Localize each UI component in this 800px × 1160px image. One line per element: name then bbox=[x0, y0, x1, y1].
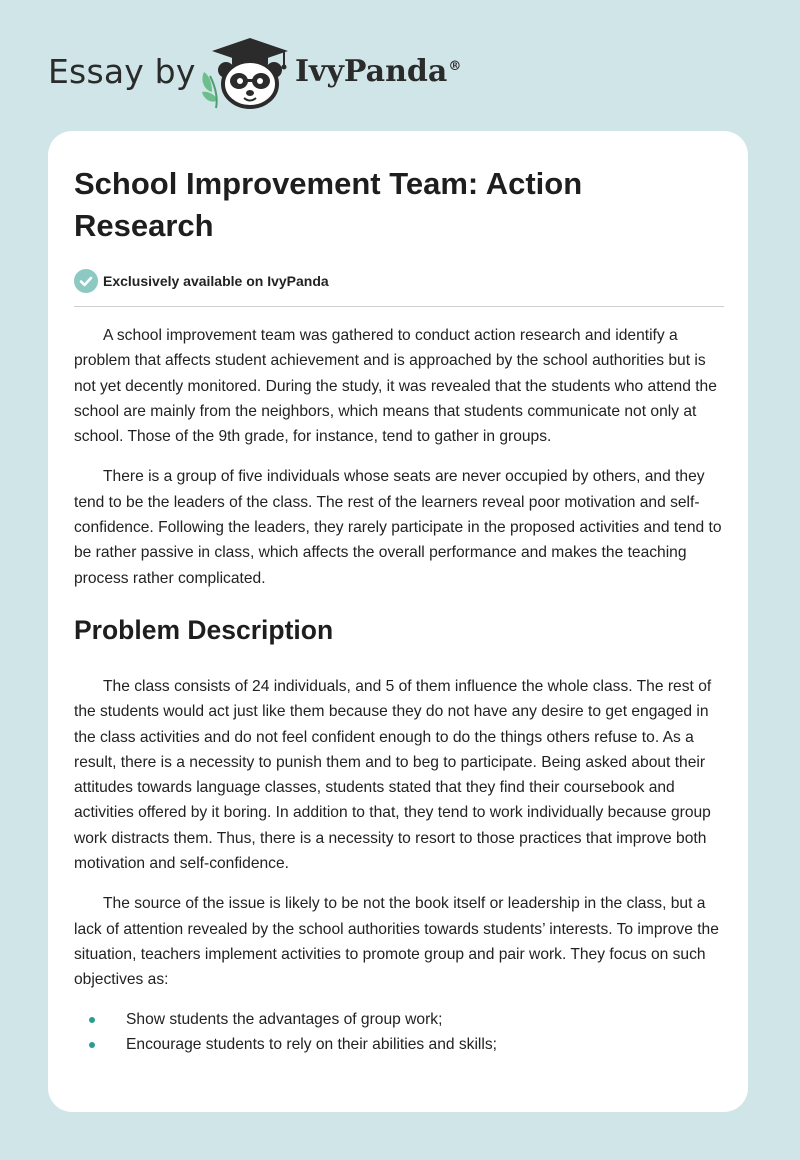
intro-paragraph-2: There is a group of five individuals whose seats are never occupied by others, and they tend to be the leaders of the class. The rest of the learners reveal poor motivation and self-confidence. Following the leaders, they rarely participate in the proposed activities and tend to be rather passive in class, which affects the overall performance and makes the teaching process rather complicated. bbox=[74, 468, 722, 587]
registered-mark: ® bbox=[448, 59, 462, 74]
exclusive-label: Exclusively available on IvyPanda bbox=[103, 273, 329, 289]
brand-prefix: Essay by bbox=[48, 52, 196, 91]
title-divider bbox=[74, 306, 724, 307]
essay-title: School Improvement Team: Action Research bbox=[74, 166, 583, 243]
brand-name[interactable] bbox=[295, 54, 461, 89]
section-heading-problem-description: Problem Description bbox=[74, 614, 334, 645]
intro-paragraph-1: A school improvement team was gathered to conduct action research and identify a problem that affects student achievement and is approached by the school authorities but is not yet decently monitored. During the study, it was revealed that the students who attend the school are mainly from the neighbors, which means that students communicate not only at school. Those of the 9th grade, for instance, tend to gather in groups. bbox=[74, 327, 717, 446]
list-item-text: Encourage students to rely on their abilities and skills; bbox=[126, 1035, 497, 1053]
list-item bbox=[74, 1007, 724, 1032]
objectives-list bbox=[74, 1007, 724, 1057]
list-item-text: Show students the advantages of group work; bbox=[126, 1010, 443, 1028]
bullet-icon bbox=[89, 1017, 95, 1023]
problem-paragraph-2: The source of the issue is likely to be not the book itself or leadership in the class, but a lack of attention revealed by the school authorities towards students’ interests. To improve the situation, teachers implement activities to promote group and pair work. They focus on such objectives as: bbox=[74, 895, 719, 989]
site-header bbox=[48, 34, 488, 114]
problem-paragraph-1: The class consists of 24 individuals, and 5 of them influence the whole class. The rest of the students would act just like them because they do not have any desire to get engaged in the class activities and do not feel confident enough to do the things others refuse to. As a result, there is a necessity to punish them and to beg to participate. Being asked about their attitudes towards language classes, students stated that they find their coursebook and activities offered by it boring. In addition to that, they tend to work individually because group work distracts them. Thus, there is a necessity to resort to those practices that improve both motivation and self-confidence. bbox=[74, 677, 712, 873]
list-item bbox=[74, 1032, 724, 1057]
essay-card bbox=[48, 131, 748, 1112]
brand-name-text: IvyPanda bbox=[295, 54, 448, 89]
bullet-icon bbox=[89, 1042, 95, 1048]
check-circle-icon bbox=[74, 269, 98, 293]
essay-content bbox=[74, 163, 724, 1057]
panda-graduate-logo-icon[interactable] bbox=[200, 36, 296, 110]
exclusive-notice bbox=[74, 267, 724, 295]
